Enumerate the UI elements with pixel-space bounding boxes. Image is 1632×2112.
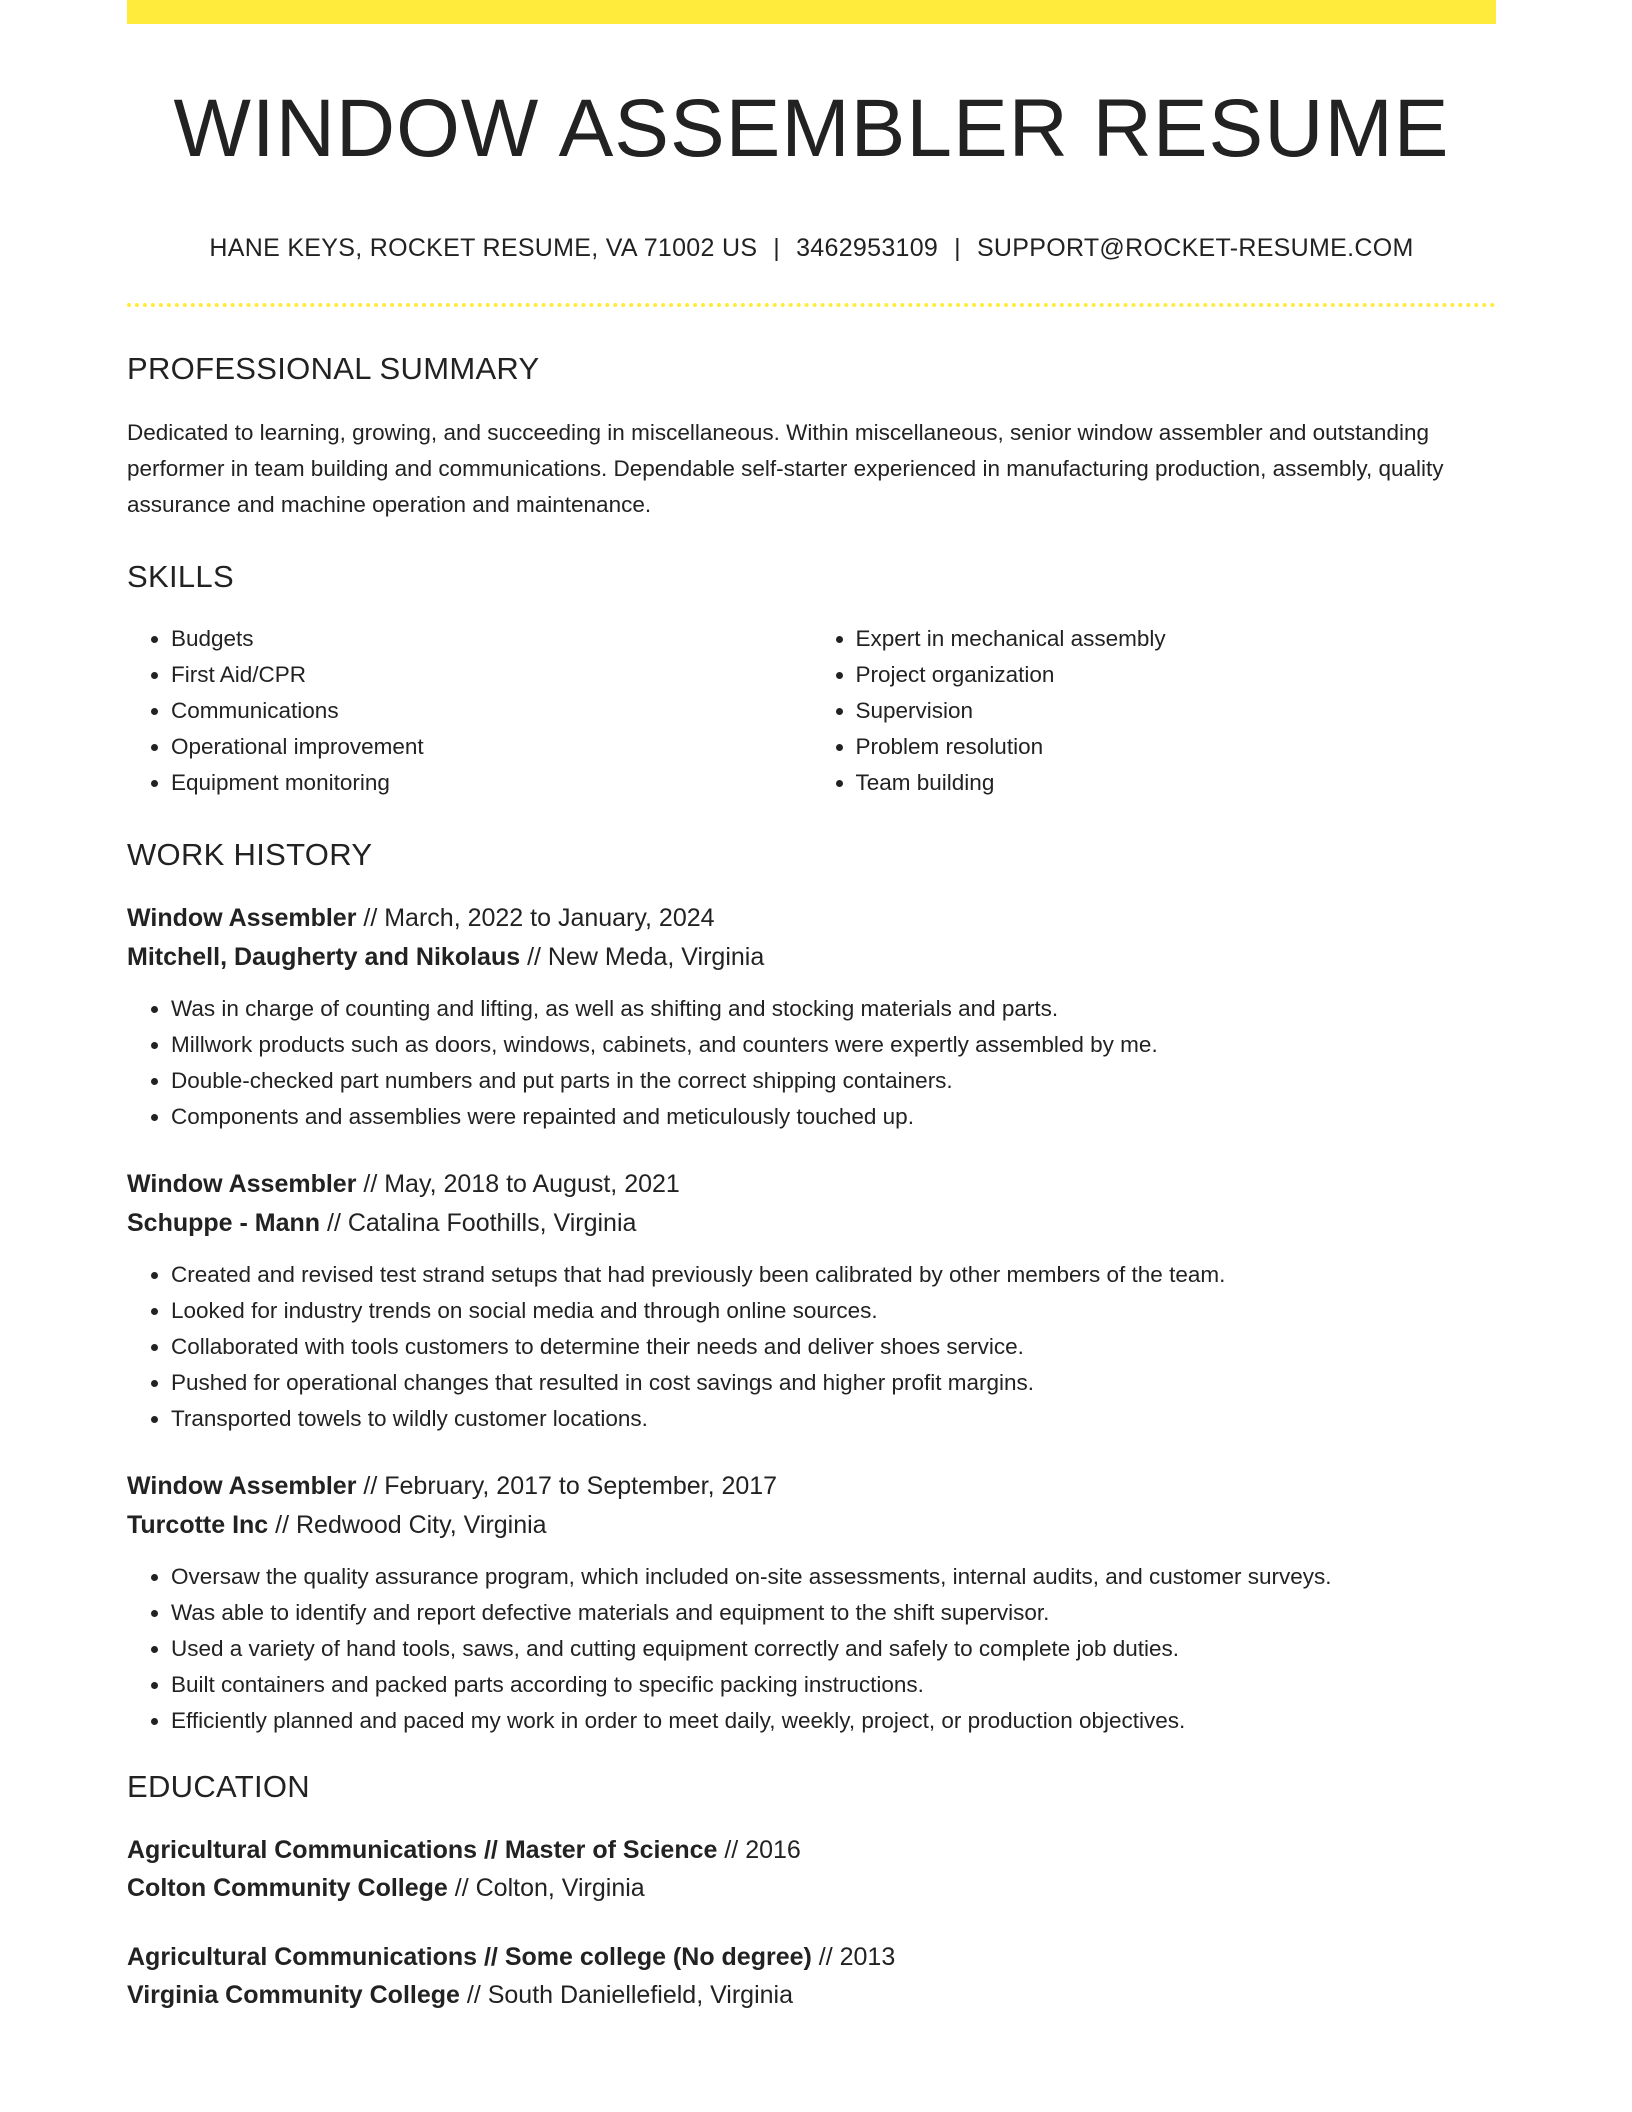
summary-heading: PROFESSIONAL SUMMARY [127, 351, 540, 387]
skills-heading: SKILLS [127, 559, 234, 595]
job-title-line [127, 1165, 1496, 1204]
top-accent-bar [127, 0, 1496, 24]
duty-item: • Built containers and packed parts according to specific packing instructions. [171, 1667, 1496, 1703]
job-entry [127, 1165, 1496, 1437]
job-title: Window Assembler [127, 1170, 357, 1199]
education-degree: Agricultural Communications // Some college (No degree) [127, 1943, 812, 1972]
education-degree: Agricultural Communications // Master of Science [127, 1836, 718, 1865]
contact-phone: 3462953109 [796, 234, 939, 263]
education-degree-line [127, 1831, 1496, 1869]
skill-item: • Equipment monitoring [171, 765, 812, 801]
duty-item: • Millwork products such as doors, windows, cabinets, and counters were expertly assembled by me. [171, 1027, 1496, 1063]
skill-item: • Budgets [171, 621, 812, 657]
duty-item: • Efficiently planned and paced my work in order to meet daily, weekly, project, or production objectives. [171, 1703, 1496, 1739]
skills-list-right [812, 621, 1497, 801]
contact-separator: | [773, 234, 781, 263]
contact-separator: | [954, 234, 961, 263]
page-title: WINDOW ASSEMBLER RESUME [173, 83, 1450, 174]
duty-item: • Components and assemblies were repainted and meticulously touched up. [171, 1099, 1496, 1135]
job-title: Window Assembler [127, 1472, 357, 1501]
contact-line [127, 234, 1496, 263]
job-dates: // May, 2018 to August, 2021 [356, 1170, 680, 1199]
job-location: // Catalina Foothills, Virginia [320, 1209, 637, 1238]
job-company: Mitchell, Daugherty and Nikolaus [127, 943, 521, 972]
dotted-divider [127, 303, 1496, 307]
education-school: Colton Community College [127, 1874, 448, 1903]
contact-email: SUPPORT@ROCKET-RESUME.COM [976, 234, 1414, 263]
duty-item: • Transported towels to wildly customer locations. [171, 1401, 1496, 1437]
duty-item: • Looked for industry trends on social media and through online sources. [171, 1293, 1496, 1329]
education-location: // Colton, Virginia [447, 1874, 645, 1903]
skill-item: • Problem resolution [856, 729, 1497, 765]
duty-item: • Collaborated with tools customers to determine their needs and deliver shoes service. [171, 1329, 1496, 1365]
job-title: Window Assembler [127, 904, 357, 933]
skill-item: • Communications [171, 693, 812, 729]
education-degree-line [127, 1938, 1496, 1976]
skills-grid [127, 621, 1496, 801]
job-title-line [127, 899, 1496, 938]
skill-item: • Expert in mechanical assembly [856, 621, 1497, 657]
duty-item: • Created and revised test strand setups that had previously been calibrated by other members of the team. [171, 1257, 1496, 1293]
job-duties-list [127, 1559, 1496, 1739]
job-duties-list [127, 991, 1496, 1135]
resume-page [127, 0, 1496, 2014]
skill-item: • First Aid/CPR [171, 657, 812, 693]
education-school-line [127, 1869, 1496, 1907]
skill-item: • Project organization [856, 657, 1497, 693]
duty-item: • Double-checked part numbers and put parts in the correct shipping containers. [171, 1063, 1496, 1099]
duty-item: • Was able to identify and report defective materials and equipment to the shift supervisor. [171, 1595, 1496, 1631]
education-school: Virginia Community College [127, 1981, 460, 2010]
skill-item: • Team building [856, 765, 1497, 801]
education-entry [127, 1831, 1496, 1907]
education-entry [127, 1938, 1496, 2014]
job-company-line [127, 1204, 1496, 1243]
duty-item: • Was in charge of counting and lifting, as well as shifting and stocking materials and parts. [171, 991, 1496, 1027]
duty-item: • Oversaw the quality assurance program, which included on-site assessments, internal audits, and customer surveys. [171, 1559, 1496, 1595]
education-school-line [127, 1976, 1496, 2014]
summary-text: Dedicated to learning, growing, and succeeding in miscellaneous. Within miscellaneous, senior window assembler and outstanding performer in team building and communications. Dependable self-starter experienced in manufacturing production, assembly, quality assurance and machine operation and maintenance. [127, 420, 1444, 518]
job-dates: // February, 2017 to September, 2017 [356, 1472, 778, 1501]
job-entry [127, 899, 1496, 1135]
contact-address: HANE KEYS, ROCKET RESUME, VA 71002 US [209, 234, 758, 263]
education-year: // 2013 [811, 1943, 896, 1972]
job-dates: // March, 2022 to January, 2024 [356, 904, 715, 933]
job-location: // Redwood City, Virginia [268, 1511, 547, 1540]
skill-item: • Operational improvement [171, 729, 812, 765]
education-heading: EDUCATION [127, 1769, 310, 1805]
job-location: // New Meda, Virginia [520, 943, 765, 972]
job-company: Schuppe - Mann [127, 1209, 321, 1238]
education-year: // 2016 [717, 1836, 801, 1865]
duty-item: • Pushed for operational changes that resulted in cost savings and higher profit margins. [171, 1365, 1496, 1401]
job-title-line [127, 1467, 1496, 1506]
job-entry [127, 1467, 1496, 1739]
education-location: // South Daniellefield, Virginia [459, 1981, 794, 2010]
job-company: Turcotte Inc [127, 1511, 269, 1540]
job-company-line [127, 1506, 1496, 1545]
skills-list-left [127, 621, 812, 801]
skill-item: • Supervision [856, 693, 1497, 729]
work-history-heading: WORK HISTORY [127, 837, 373, 873]
job-company-line [127, 938, 1496, 977]
job-duties-list [127, 1257, 1496, 1437]
duty-item: • Used a variety of hand tools, saws, and cutting equipment correctly and safely to complete job duties. [171, 1631, 1496, 1667]
